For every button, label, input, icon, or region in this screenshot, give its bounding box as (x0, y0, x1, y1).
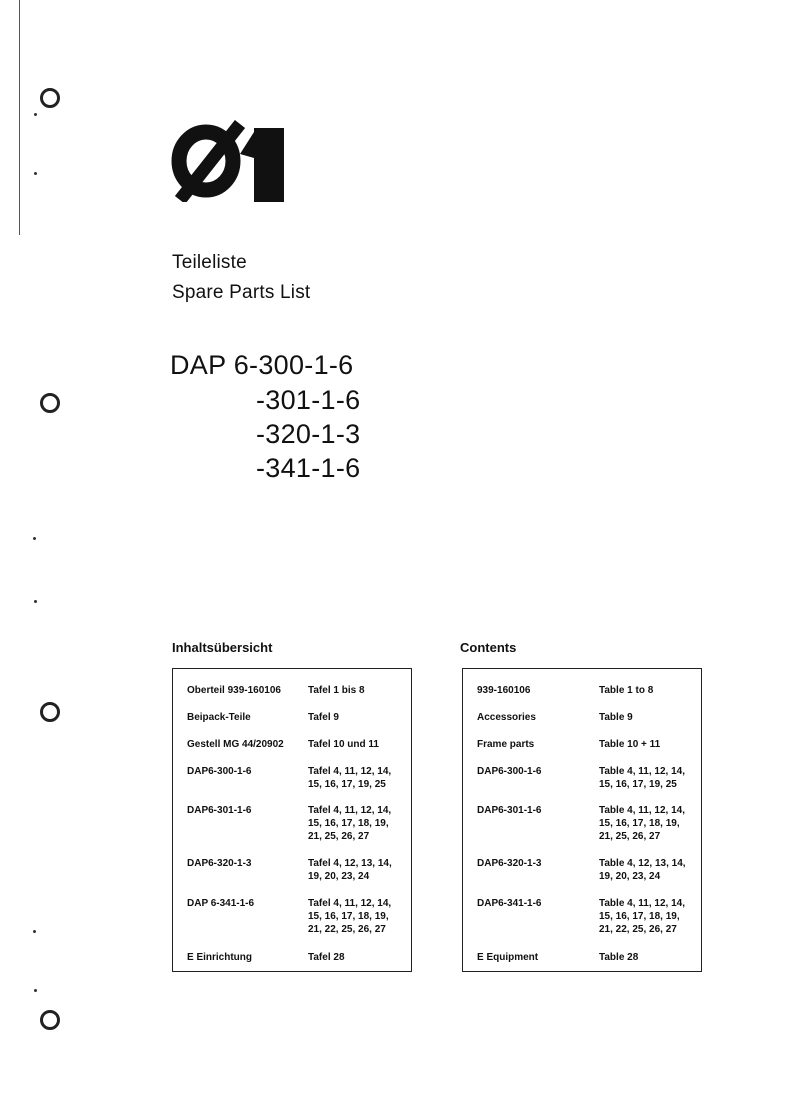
table-ref: Tafel 1 bis 8 (308, 685, 365, 696)
part-group: DAP6-320-1-3 (477, 858, 542, 869)
part-group: DAP6-300-1-6 (477, 766, 542, 777)
scan-speck (34, 989, 37, 992)
model-number: -341-1-6 (256, 453, 361, 483)
model-number: -301-1-6 (256, 385, 361, 415)
scan-speck (34, 113, 37, 116)
punch-hole (40, 88, 60, 108)
title-german: Teileliste (172, 252, 247, 273)
part-group: E Einrichtung (187, 952, 252, 963)
part-group: DAP6-300-1-6 (187, 766, 252, 777)
title-english: Spare Parts List (172, 282, 311, 303)
punch-hole (40, 702, 60, 722)
part-group: E Equipment (477, 952, 539, 963)
part-group: Oberteil 939-160106 (187, 685, 281, 696)
part-group: 939-160106 (477, 685, 531, 696)
table-ref: Table 28 (599, 952, 639, 963)
scan-speck (33, 537, 36, 540)
scan-speck (34, 600, 37, 603)
table-ref: Tafel 9 (308, 712, 339, 723)
binder-edge-line (19, 0, 20, 235)
table-ref: Table 10 + 11 (599, 739, 661, 750)
part-group: DAP 6-341-1-6 (187, 898, 255, 909)
part-group: Frame parts (477, 739, 535, 750)
table-ref: Tafel 4, 12, 13, 14, 19, 20, 23, 24 (308, 858, 392, 882)
part-group: Gestell MG 44/20902 (187, 739, 284, 750)
table-ref: Tafel 28 (308, 952, 345, 963)
part-group: DAP6-341-1-6 (477, 898, 542, 909)
table-ref: Tafel 4, 11, 12, 14, 15, 16, 17, 19, 25 (308, 766, 392, 790)
table-ref: Table 4, 11, 12, 14, 15, 16, 17, 19, 25 (599, 766, 685, 790)
contents-heading-english: Contents (460, 640, 517, 655)
part-group: Accessories (477, 712, 536, 723)
contents-table-german (172, 668, 412, 972)
punch-hole (40, 393, 60, 413)
table-ref: Table 4, 11, 12, 14, 15, 16, 17, 18, 19, 21, 22, 25, 26, 27 (599, 898, 685, 935)
contents-table-english (462, 668, 702, 972)
table-ref: Table 4, 11, 12, 14, 15, 16, 17, 18, 19, 21, 25, 26, 27 (599, 805, 685, 842)
model-number: DAP 6-300-1-6 (170, 350, 354, 380)
table-ref: Tafel 4, 11, 12, 14, 15, 16, 17, 18, 19, 21, 25, 26, 27 (308, 805, 392, 842)
punch-hole (40, 1010, 60, 1030)
contents-heading-german: Inhaltsübersicht (172, 640, 273, 655)
part-group: DAP6-320-1-3 (187, 858, 252, 869)
table-ref: Table 9 (599, 712, 633, 723)
table-ref: Table 4, 12, 13, 14, 19, 20, 23, 24 (599, 858, 686, 882)
scan-speck (34, 172, 37, 175)
table-ref: Tafel 10 und 11 (308, 739, 379, 750)
table-ref: Table 1 to 8 (599, 685, 654, 696)
scan-speck (33, 930, 36, 933)
table-ref: Tafel 4, 11, 12, 14, 15, 16, 17, 18, 19, 21, 22, 25, 26, 27 (308, 898, 392, 935)
part-group: DAP6-301-1-6 (477, 805, 542, 816)
part-group: DAP6-301-1-6 (187, 805, 252, 816)
brand-logo (170, 120, 290, 202)
model-number: -320-1-3 (256, 419, 361, 449)
part-group: Beipack-Teile (187, 712, 251, 723)
